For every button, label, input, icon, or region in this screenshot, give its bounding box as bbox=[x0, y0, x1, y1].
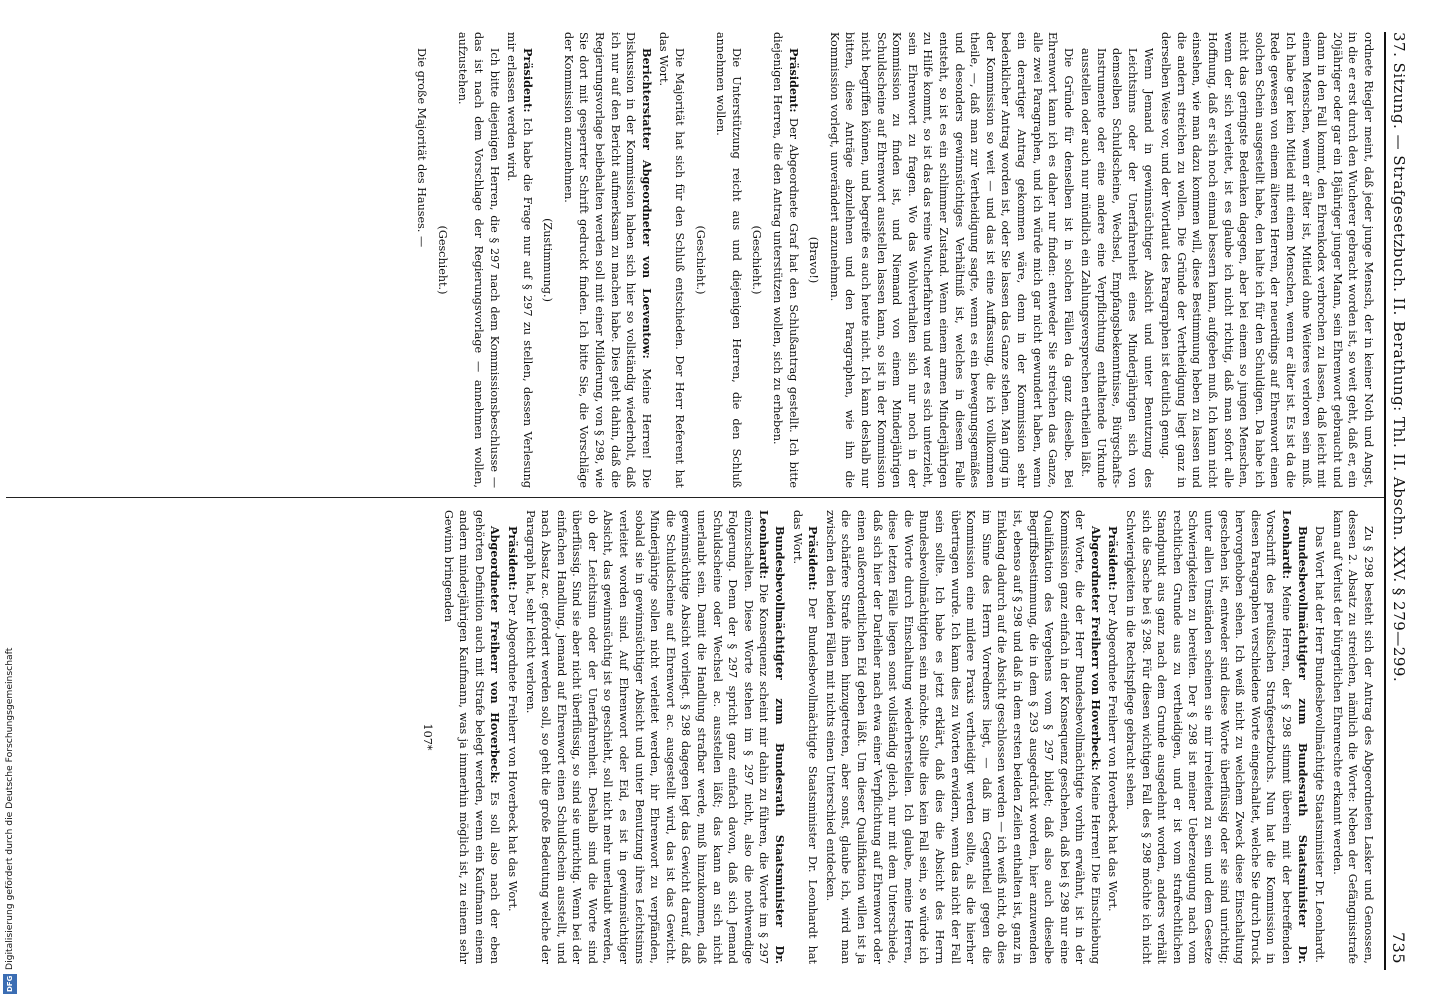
speaker-name: Bundesbevollmächtigter zum Bundesrath Staatsminister Dr. Leonhardt: bbox=[757, 510, 788, 964]
speech-text: Die Konsequenz scheint mir dahin zu führen, die Worte im § 297 einzuschalten. Diese Worte stehen im § 297 nicht, also die nothwendige Folgerung. Denn der § 297 spricht ganz einfach davon, daß sich Jemand Schuldscheine oder Wechsel ac. ausstellen läßt; das kann an sich nicht unerlaubt sein. Damit die Handlung strafbar werde, muß hinzukommen, daß gewinnsüchtige Absicht vorliegt. § 298 dagegen legt das Gewicht darauf, daß die Schuldscheine auf Ehrenwort ac. ausgestellt wird, das ist das Gewicht. Minderjährige sollen nicht verleitet werden, ihr Ehrenwort zu verpfänden, sobald sie in gewinnsüchtiger Absicht und unter Benutzung ihres Leichtsinns verleitet worden sind. Auf Ehrenwort oder Eid, es ist in gewinnsüchtiger Absicht, das gewinnsüchtig ist so geschieht, soll nicht mehr unerlaubt werden, ob der Leichtsinn oder der Unerfahrenheit. Deshalb sind die Worte sind überflüssig. Sind sie aber nicht überflüssig, so sind sie unrichtig. Wenn bei der einfachen Handlung, jemand auf Ehrenwort einen Schuldschein ausstellt, und nach Absatz ac. gefordert werden soll, so geht die große Bedeutung welche der Paragraph hat, sehr leicht verloren. bbox=[523, 510, 771, 964]
paragraph: Zu § 298 besteht sich der Antrag des Abgeordneten Lasker und Genossen, dessen 2. Absatz zu streichen, nämlich die Worte: Neben der Gefängnisstrafe kann auf Verlust der bürgerlichen Ehrenrechte erkannt werden. bbox=[1330, 510, 1375, 964]
paragraph bbox=[822, 510, 1103, 964]
paragraph: Das Wort hat der Herr Bundesbevollmächtigte Staatsminister Dr. Leonhardt. bbox=[1313, 526, 1327, 963]
speaker-name: Abgeordneter Freiherr von Hoverbeck: bbox=[488, 526, 503, 784]
quoted-paragraph: Wenn Jemand in gewinnsüchtiger Absicht und unter Benutzung des Leichtsinns oder der Unerfahrenheit eines Minderjährigen sich von demselben Schuldscheine, Wechsel, Empfangsbekenntnisse, Bürgschafts-Instrumente oder eine andere eine Verpflichtung enthaltende Urkunde ausstellen oder auch nur mündlich ein Zahlungsversprechen ertheilen läßt. bbox=[1079, 48, 1155, 488]
speech-text: Der Abgeordnete Freiherr von Hoverbeck hat das Wort. bbox=[1106, 594, 1120, 912]
paragraph bbox=[504, 510, 520, 964]
interjection: (Bravo!) bbox=[807, 236, 821, 284]
speaker-name: Präsident: bbox=[806, 526, 821, 591]
column-divider bbox=[6, 497, 1384, 498]
paragraph bbox=[1105, 510, 1121, 964]
speech-text: Meine Herren! Die Einschiebung der Worte, die der Herr Bundesbevollmächtigte vorhin erwähnt, ist in der Kommission ganz einfach in der Konsequenz geschehen, daß bei § 298 nur eine Qualifikation des Vergehens vom § 297 bildet; daß also auch dieselbe Begriffsbestimmung, die in dem § 293 ausgedrückt worden, hier anzuwenden ist, ebenso auf § 298 und daß in dem ersten beiden Zeilen enthalten ist, ganz in Einklang dadurch auf die Absicht geschlossen werden — ich weiß nicht, ob dies im Sinne des Herrn Vorredners liegt, — daß im Gegentheil gegen die Kommission eine mildere Praxis vertheidigt werden sollte, als die hierher übertragen wurde. Ich kann dies zu Worten erwidern, wenn das nicht der Fall sein sollte. Ich habe es jetzt erklärt, daß dies die Absicht des Herrn Bundesbevollmächtigten sein möchte. Sollte dies kein Fall sein, so würde ich die Worte durch Einschaltung wiederherstellen. Ich glaube, meine Herren, diese letzten Fälle liegen sonst vollständig gleich, nur mit dem Unterschiede, daß sich hier der Darleiher nach etwa einer Verpflichtung auf Ehrenwort oder einen außerordentlichen Eid geben läßt. Um dieser Qualifikation willen ist ja die schärfere Strafe ihnen hinzugetreten, aber sonst, glaube ich, wird man zwischen den beiden Fällen mit nichts einen Unterschied entdecken. bbox=[823, 510, 1102, 965]
interjection: (Geschieht.) bbox=[750, 225, 764, 295]
page-number: 735 bbox=[1389, 931, 1408, 964]
speech-text: Es soll also nach der eben gehörten Definition auch mit Strafe belegt werden, wenn ein Kaufmann einem andern minderjährigen Kaufmann, was ja immerhin möglich ist, zu einem sehr Gewinn bringenden bbox=[441, 510, 502, 965]
interjection: (Zustimmung.) bbox=[541, 218, 555, 302]
paragraph: Die große Majorität des Hauses. — bbox=[415, 48, 429, 248]
paragraph: Die Majorität hat sich für den Schluß entschieden. Der Herr Referent hat das Wort. bbox=[657, 32, 687, 488]
speaker-name: Präsident: bbox=[1106, 526, 1121, 591]
interjection: (Geschieht.) bbox=[435, 225, 449, 295]
paragraph bbox=[504, 32, 535, 488]
speaker-name: Abgeordneter Freiherr von Hoverbeck: bbox=[1088, 526, 1103, 771]
speaker-name: Präsident: bbox=[505, 526, 520, 591]
paragraph bbox=[769, 32, 800, 488]
speech-text: Ich habe die Frage nur auf § 297 zu stellen, dessen Verlesung mir erlassen werden wird. bbox=[505, 32, 534, 488]
paragraph: Die Gründe für denselben ist in solchen Fällen da ganz dieselbe. Bei Ehrenwort kann ich es daher nur finden: entweder Sie streichen das Ganze, alle zwei Paragraphen, und ich würde mich gar nicht gewundert haben, wenn ein derartiger Antrag gekommen wäre, denn in der Kommission sehr bedenklicher Antrag worden ist, oder Sie lassen das Ganze stehen. Man ging in der Kommission so weit — und das ist eine Auffassung, die ich vollkommen theile, —, daß man zur Vertheidigung sagte, wenn es ein bewegungsgemäßes und desonders gewinnsüchtiges Verhältniß ist, welches in diesem Falle entsteht, so ist es ein schlimmer Zustand. Wenn einem armen Minderjährigen zu Hilfe kommt, so ist das das reine Wucherfahren und wer es sich unterzieht, sein Ehrenwort zu fragen. Wo das Wohlverhalten sich nur noch in der Kommission zu finden ist, und Niemand von einem Minderjährigen Schuldscheine auf Ehrenwort ausstellen lassen kann, so ist in der Kommission nicht begriffen können, und begreife es auch heute nicht. Ich kann deshalb nur bitten, diese Anträge abzulehnen und den Paragraphen, wie ihn die Kommission vorlegt, unverändert anzunehmen. bbox=[827, 32, 1075, 488]
speech-text: Meine Herren! Die Diskussion in der Kommission haben sich hier so vollständig wiederholt, daß ich nur auf den Bericht aufmerksam zu machen habe. Dies geht dahin, daß die Regierungsvorlage beibehalten werden soll mit einer Milderung, von § 298, wie Sie dort mit gesperrter Schrift gedruckt finden. Ich bitte Sie, die Vorschläge der Kommission anzunehmen. bbox=[561, 32, 653, 489]
speaker-name: Präsident: bbox=[786, 48, 801, 113]
signature-mark: 107* bbox=[420, 723, 434, 751]
paragraph bbox=[560, 32, 654, 488]
paragraph bbox=[1123, 510, 1310, 964]
right-column bbox=[414, 510, 1376, 964]
running-title: 37. Sitzung. — Strafgesetzbuch. II. Berathung: Thl. II. Abschn. XXV. § 279—299. bbox=[1390, 32, 1408, 683]
speech-text: Der Bundesbevollmächtigte Staatsminister Dr. Leonhardt hat das Wort. bbox=[790, 510, 820, 964]
left-column bbox=[412, 32, 1376, 488]
speech-text: Meine Herren, der § 298 stimmt überein mit der betreffenden Vorschrift des preußischen Strafgesetzbuchs. Nun hat die Kommission in diesen Paragraphen verschiedene Worte eingeschaltet, welche Sie durch Druck hervorgehoben sehen. Ich weiß nicht zu welchem Zweck diese Einschaltung geschehen ist, entweder sind diese Worte überflüssig oder sie sind unrichtig; unter allen Umständen scheinen sie mir irreleitend zu sein und dem Gesetze Schwierigkeiten zu bereiten. Der § 298 ist meiner Ueberzeugung nach vom rechtlichen Grunde aus zu vertheidigen, und er ist vom strafrechtlichen Standpunkt aus ganz nach dem Grunde ausgedehnt worden, anders verhält sich die Sache bei § 298. Für diesen wichtigen Fall des § 298 möchte ich nicht Schwierigkeiten in die Rechtspflege gebracht sehen. bbox=[1124, 510, 1294, 964]
paragraph bbox=[789, 510, 820, 964]
speech-text: Der Abgeordnete Freiherr von Hoverbeck hat das Wort. bbox=[505, 594, 519, 912]
digitization-note: Digitalisierung gefördert durch die Deutsche Forschungsgemeinschaft bbox=[4, 647, 15, 970]
document-page bbox=[4, 2, 1414, 998]
paragraph: ordnete Riegler meint, daß jeder junge Mensch, der in keiner Noth und Angst, in die er erst durch den Wucherer gebracht worden ist, so weit geht, daß er, ein 20jähriger oder gar ein 18jähriger junger Mann, sein Ehrenwort gebraucht und dann in den Fall kommt, den Ehrenkodex verbrochen zu lassen, daß leicht mit einem Menschen, wenn er älter ist, Mitleid ohne Weiteres verloren sein muß. Ich habe gar kein Mitleid mit einem Menschen, wenn er älter ist. Es ist da die Rede gewesen von einem älteren Herren, der neuerdings auf Ehrenwort einen solchen Schein ausgestellt habe, den halte ich für den Schuldigen. Da habe ich nicht das geringste Bedenken dagegen, aber bei einem so jungen Menschen, wenn der sich verleitet, ist es glaube ich nicht richtig, daß man sofort alle Hoffnung, daß er sich noch einmal bessern kann, aufgeben muß. Ich kann nicht einsehen, wie man dazu kommen will, diese Bestimmung heben zu lassen und die andern streichen zu wollen. Die Gründe der Vertheidigung liegt ganz in derselben Weise vor, und der Wortlaut des Paragraphen ist deutlich genug. bbox=[1159, 32, 1375, 488]
paragraph bbox=[440, 510, 502, 964]
paragraph: Die Unterstützung reicht aus und diejenigen Herren, die den Schluß annehmen wollen. bbox=[714, 32, 743, 488]
paragraph: Ich bitte diejenigen Herren, die § 297 nach dem Kommissionsbeschlusse — das ist nach dem Vorschlage der Regierungsvorlage — annehmen wollen, aufzustehen. bbox=[456, 32, 501, 488]
interjection: (Geschieht.) bbox=[693, 225, 707, 295]
speaker-name: Bundesbevollmächtigter zum Bundesrath Staatsminister Dr. Leonhardt: bbox=[1280, 510, 1310, 964]
digitization-footer bbox=[2, 600, 18, 996]
speaker-name: Präsident: bbox=[520, 48, 535, 113]
page-header bbox=[1384, 32, 1412, 970]
speaker-name: Berichterstatter Abgeordneter von Loeventow: bbox=[639, 48, 654, 359]
paragraph bbox=[522, 510, 787, 964]
speech-text: Der Abgeordnete Graf hat den Schlußantrag gestellt. Ich bitte diejenigen Herren, die den Antrag unterstützen wollen, sich zu erheben. bbox=[771, 32, 800, 488]
dfg-logo-icon: DFG bbox=[3, 974, 17, 994]
